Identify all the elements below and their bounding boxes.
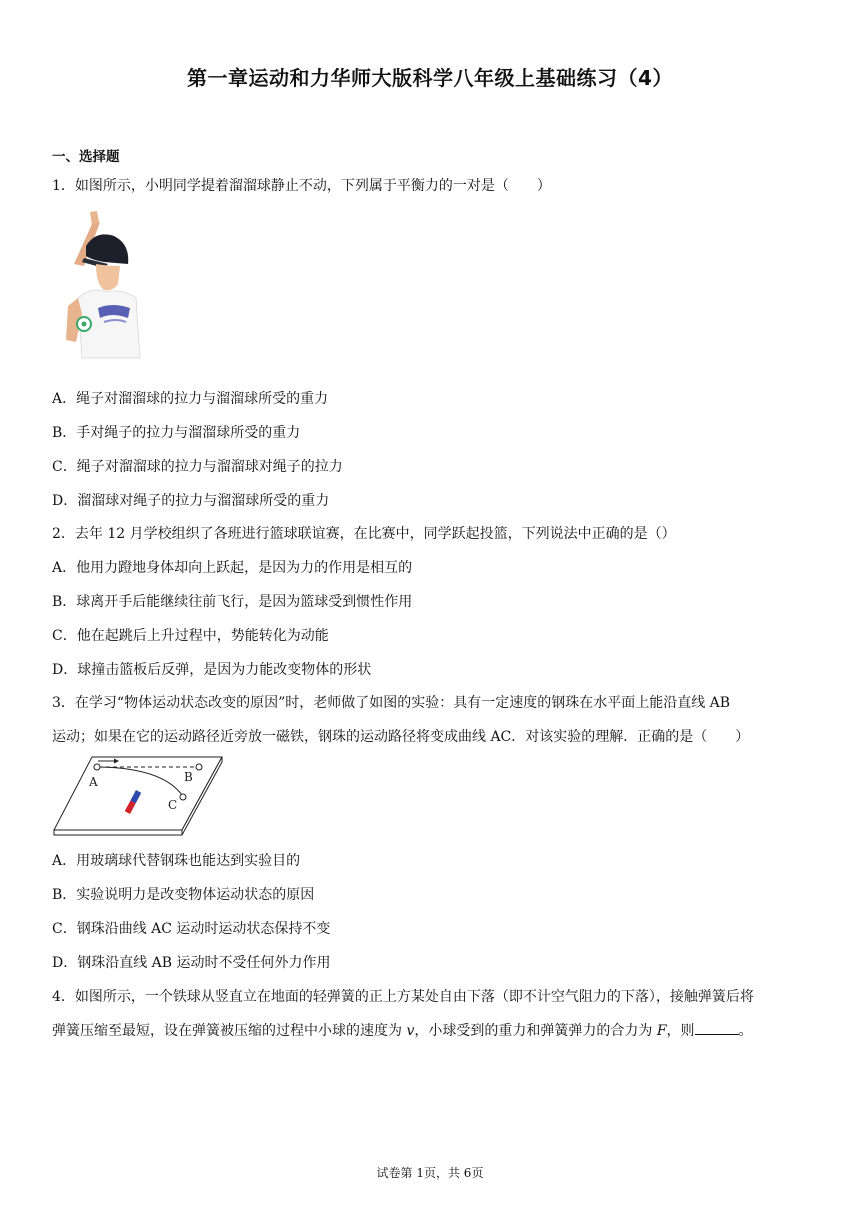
page-title: 第一章运动和力华师大版科学八年级上基础练习（4） <box>187 66 673 90</box>
q4-text-c: ，则 <box>666 1023 695 1039</box>
question-3-stem-line-2: 运动；如果在它的运动路径近旁放一磁铁，钢珠的运动路径将变成曲线 AC．对该实验的理解．正确的是（ ） <box>52 729 750 745</box>
q4-text-d: 。 <box>738 1023 753 1039</box>
question-1-stem: 1．如图所示，小明同学提着溜溜球静止不动，下列属于平衡力的一对是（ ） <box>52 178 551 194</box>
q2-option-a: A．他用力蹬地身体却向上跃起，是因为力的作用是相互的 <box>52 560 413 576</box>
q4-text-a: 弹簧压缩至最短，设在弹簧被压缩的过程中小球的速度为 <box>52 1023 407 1039</box>
q3-option-c: C．钢珠沿曲线 AC 运动时运动状态保持不变 <box>52 921 331 937</box>
q3-option-b: B．实验说明力是改变物体运动状态的原因 <box>52 887 315 903</box>
label-c: C <box>168 798 178 812</box>
label-b: B <box>184 770 193 784</box>
q1-option-a: A．绳子对溜溜球的拉力与溜溜球所受的重力 <box>52 391 329 407</box>
q2-option-c: C．他在起跳后上升过程中，势能转化为动能 <box>52 628 329 644</box>
q3-option-d: D．钢珠沿直线 AB 运动时不受任何外力作用 <box>52 955 331 971</box>
q2-option-b: B．球离开手后能继续往前飞行，是因为篮球受到惯性作用 <box>52 594 413 610</box>
q2-option-d: D．球撞击篮板后反弹，是因为力能改变物体的形状 <box>52 662 372 678</box>
q4-var-v: v <box>406 1023 415 1039</box>
page-footer: 试卷第 1页，共 6页 <box>376 1166 484 1180</box>
q1-option-d: D．溜溜球对绳子的拉力与溜溜球所受的重力 <box>52 493 330 509</box>
magnet-experiment-figure <box>52 754 224 840</box>
label-a: A <box>89 775 98 789</box>
q4-var-f: F <box>656 1023 667 1039</box>
q4-text-b: ，小球受到的重力和弹簧弹力的合力为 <box>414 1023 657 1039</box>
question-3-stem-line-1: 3．在学习“物体运动状态改变的原因”时，老师做了如图的实验：具有一定速度的钢珠在水平面上能沿直线 AB <box>52 695 731 711</box>
answer-blank[interactable] <box>695 1020 739 1035</box>
question-2-stem: 2．去年 12 月学校组织了各班进行篮球联谊赛，在比赛中，同学跃起投篮，下列说法中正确的是（） <box>52 526 676 542</box>
question-4-stem-line-2 <box>52 1020 753 1040</box>
yoyo-boy-figure <box>64 208 144 360</box>
q1-option-c: C．绳子对溜溜球的拉力与溜溜球对绳子的拉力 <box>52 459 343 475</box>
question-4-stem-line-1: 4．如图所示，一个铁球从竖直立在地面的轻弹簧的正上方某处自由下落（即不计空气阻力的下落），接触弹簧后将 <box>52 989 754 1005</box>
q1-option-b: B．手对绳子的拉力与溜溜球所受的重力 <box>52 425 301 441</box>
section-heading: 一、选择题 <box>52 149 120 165</box>
q3-option-a: A．用玻璃球代替钢珠也能达到实验目的 <box>52 853 301 869</box>
